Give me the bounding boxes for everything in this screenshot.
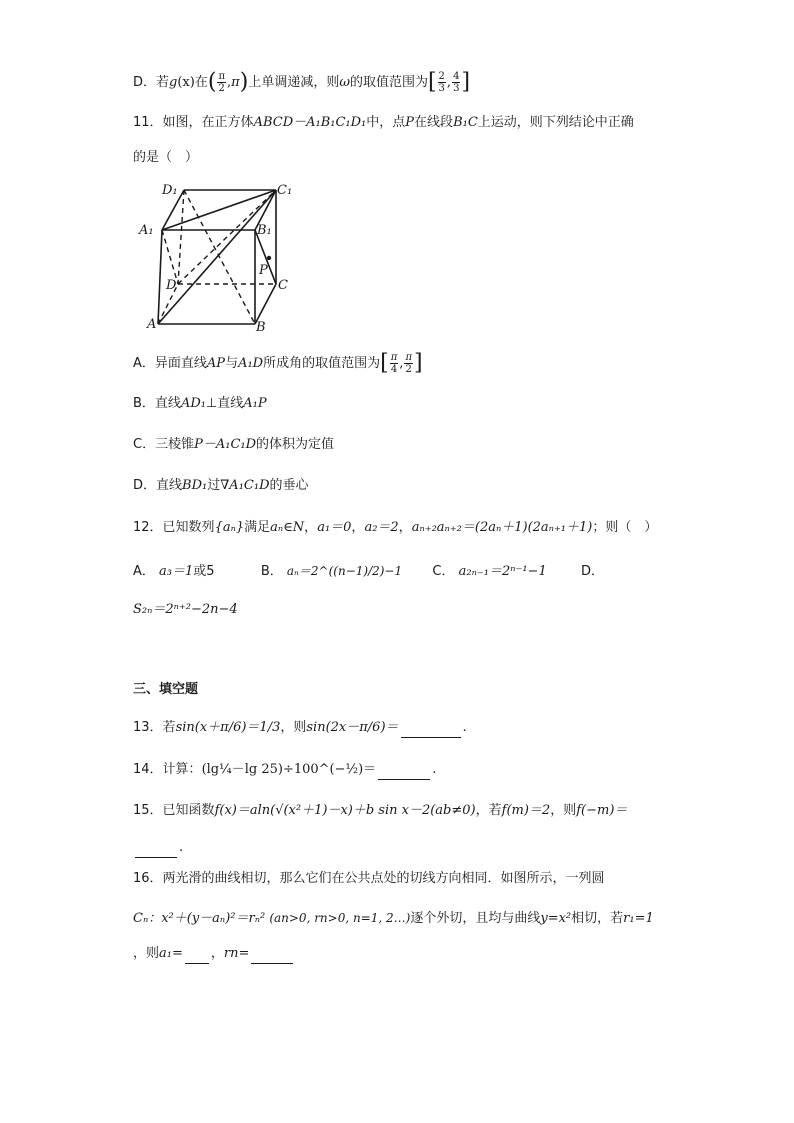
label-b1: B₁ [257,223,272,238]
option-label: A． [133,356,155,371]
cube-figure [138,176,298,336]
fraction: $\frac{\pi}{4}$ [390,352,398,375]
option-label: C． [133,437,156,452]
q16-stem-cont: Cₙ：x²＋(y－aₙ)²＝rₙ² (an>0, rn>0, n=1, 2…)逐个外切，且均与曲线y=x²相切，若r₁=1 [133,911,654,926]
label-b: B [256,320,266,335]
q15: 15．已知函数f(x)＝aln(√(x²＋1)－x)＋b sin x－2(ab≠0)，若f(m)＝2，则f(−m)＝ [133,803,628,818]
option-label: A． [133,564,155,579]
q11-option-a: A．异面直线AP与A₁D所成角的取值范围为[ $\frac{\pi}{4}$ , $\frac{\pi}{2}$ ] [133,350,423,376]
option-label: B． [133,396,155,411]
question-number: 16． [133,871,163,886]
label-a: A [147,317,157,332]
fraction: $\frac{\pi}{2}$ [218,71,226,94]
fraction: $\frac{4}{3}$ [453,71,460,94]
question-number: 13． [133,720,163,735]
q13: 13．若sin(x＋π/6)＝1/3，则sin(2x－π/6)＝ . [133,718,467,738]
q10-option-d: D．若g(x)在( $\frac{\pi}{2}$ ,π)上单调递减，则ω的取值范围为[ $\frac{2}{3}$ , $\frac{4}{3}$ ] [133,69,471,95]
q11-stem-cont: 的是（ ） [133,150,199,165]
q15-answer: . [133,838,183,858]
q11-option-b: B．直线AD₁⊥直线A₁P [133,396,267,411]
q16-answer: ，则a₁= ，rn= [133,944,295,964]
option-label: B． [260,564,283,579]
fraction: $\frac{\pi}{2}$ [405,352,413,375]
answer-blank[interactable] [251,963,293,964]
q12-options: A． a₃＝1或5 B． aₙ＝2^((n−1)/2)−1 C． a₂ₙ₋₁＝2ⁿ⁻¹−1 D． [133,564,605,579]
q11-option-d: D．直线BD₁过∇A₁C₁D的垂心 [133,478,309,493]
label-c1: C₁ [277,183,293,198]
option-label: D． [133,478,157,493]
option-label: C． [432,564,455,579]
q16-stem: 16．两光滑的曲线相切，那么它们在公共点处的切线方向相同．如图所示，一列圆 [133,871,605,886]
fraction: $\frac{2}{3}$ [438,71,445,94]
option-label: D． [581,564,605,579]
question-number: 11． [133,115,163,130]
answer-blank[interactable] [378,779,430,780]
q11-option-c: C．三棱锥P－A₁C₁D的体积为定值 [133,437,335,452]
q12-stem: 12．已知数列{aₙ}满足aₙ∈N，a₁＝0，a₂＝2，aₙ₊₂aₙ₊₂＝(2aₙ＋1)(2aₙ₊₁＋1)；则（ ） [133,520,658,535]
answer-blank[interactable] [185,963,209,964]
q14: 14．计算：(lg¼－lg 25)÷100^(−½)＝ . [133,760,436,780]
label-a1: A₁ [139,223,154,238]
point-p [267,256,271,260]
q12-option-d-expr: S₂ₙ＝2ⁿ⁺²−2n−4 [133,602,238,617]
label-p: P [259,263,268,278]
option-label: D． [133,75,157,90]
q11-stem: 11．如图，在正方体ABCD－A₁B₁C₁D₁中，点P在线段B₁C上运动，则下列结论中正确 [133,115,634,130]
label-c: C [278,278,288,293]
question-number: 15． [133,803,163,818]
section-title: 三、填空题 [133,682,199,697]
answer-blank[interactable] [401,737,461,738]
question-number: 14． [133,762,163,777]
label-d1: D₁ [162,183,178,198]
label-d: D [166,278,177,293]
answer-blank[interactable] [135,857,177,858]
question-number: 12． [133,520,163,535]
